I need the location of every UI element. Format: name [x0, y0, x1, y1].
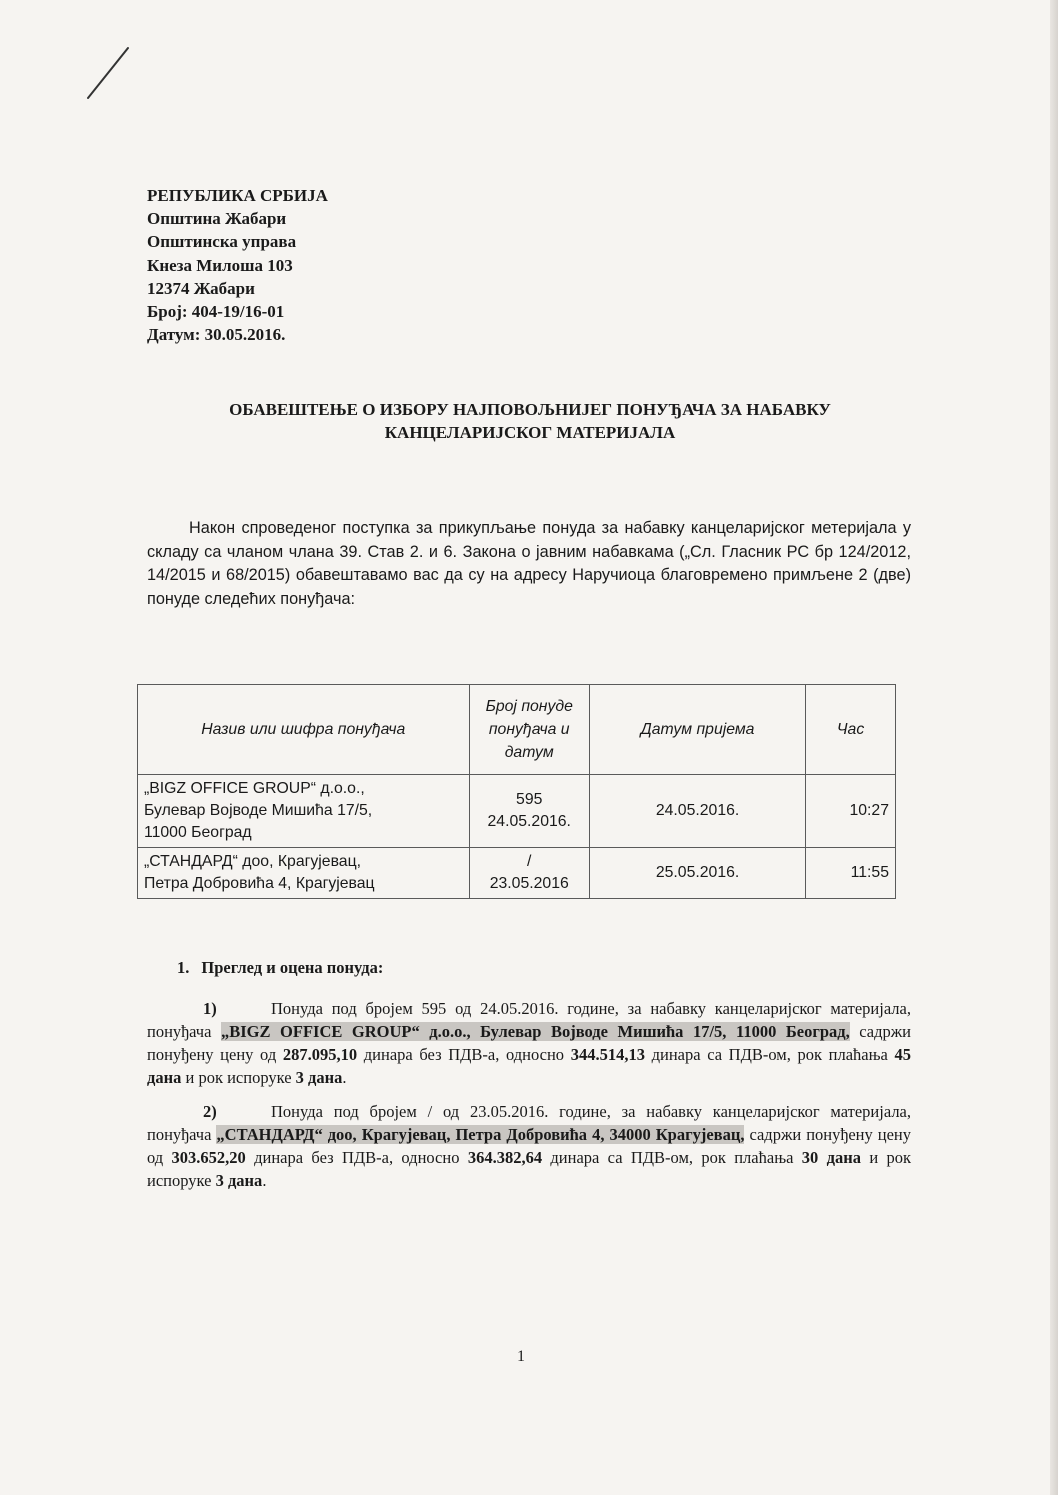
table-row — [138, 775, 896, 848]
header-municipality: Општина Жабари — [147, 209, 287, 229]
pen-stroke-mark — [80, 44, 140, 104]
offer-1-payment: 45 дана — [147, 1045, 912, 1087]
intro-paragraph: Након спроведеног поступка за прикупљање понуда за набавку канцеларијског метеријала у складу са чланом члана 39. Став 2. и 6. Закона о јавним набавкама („Сл. Гласник РС бр 124/2012, 14/2015 и 68/2015) обавештавамо вас да су на адресу Наручиоца благовремено примљене 2 (две) понуде следећих понуђача: — [147, 519, 911, 608]
bidder-address: Петра Добровића 4, Крагујевац — [144, 875, 375, 892]
table-header-row — [138, 685, 896, 775]
offer-1-text: . — [342, 1068, 347, 1087]
received-time: 11:55 — [806, 848, 896, 899]
received-time: 10:27 — [806, 775, 896, 848]
col-header-received: Датум пријема — [589, 685, 805, 775]
bidder-city: 11000 Београд — [144, 824, 252, 841]
offer-1-price-vat: 344.514,13 — [570, 1045, 645, 1064]
offer-date: 24.05.2016. — [487, 813, 571, 830]
offer-2-text: динара без ПДВ-а, односно — [245, 1148, 468, 1167]
col-header-bidder: Назив или шифра понуђача — [138, 685, 470, 775]
bidder-name: „BIGZ OFFICE GROUP“ д.о.о., — [144, 780, 365, 797]
offer-2-text: динара са ПДВ-ом, рок плаћања — [542, 1148, 802, 1167]
title-line-1: ОБАВЕШТЕЊЕ О ИЗБОРУ НАЈПОВОЉНИЈЕГ ПОНУЂАЧА ЗА НАБАВКУ — [229, 400, 831, 419]
offer-2-price: 303.652,20 — [171, 1148, 246, 1167]
header-date: Датум: 30.05.2016. — [147, 325, 286, 345]
col-header-offer: Број понуде понуђача и датум — [469, 685, 589, 775]
offer-number: 595 — [516, 791, 543, 808]
offer-1-text: Понуда под бројем 595 од 24.05.2016. године, за набавку канцеларијског материјала, понуђача — [147, 999, 911, 1041]
header-street: Кнеза Милоша 103 — [147, 255, 293, 275]
offer-1-text: и рок испоруке — [181, 1068, 296, 1087]
offer-2-bidder: „СТАНДАРД“ доо, Крагујевац, Петра Добровића 4, 34000 Крагујевац, — [216, 1125, 745, 1144]
offer-cell — [469, 848, 589, 899]
offer-2-delivery: 3 дана — [215, 1171, 263, 1190]
offer-1-paragraph — [147, 997, 911, 1089]
offer-1-text: садржи понуђену цену од — [147, 1022, 911, 1064]
offer-1-number: 1) — [203, 999, 217, 1018]
offer-2-number: 2) — [203, 1102, 217, 1121]
offer-cell — [469, 775, 589, 848]
header-administration: Општинска управа — [147, 232, 297, 252]
offer-2-text: и рок испоруке — [147, 1148, 912, 1190]
offer-2-text: Понуда под бројем / од 23.05.2016. године, за набавку канцеларијског материјала, понуђача — [147, 1102, 911, 1144]
bidder-name: „СТАНДАРД“ доо, Крагујевац, — [144, 853, 362, 870]
bidder-cell — [138, 775, 470, 848]
title-line-2: КАНЦЕЛАРИЈСКОГ МАТЕРИЈАЛА — [384, 423, 676, 442]
header-number: Број: 404-19/16-01 — [147, 302, 285, 322]
header-country: РЕПУБЛИКА СРБИЈА — [147, 186, 328, 205]
section-title: Преглед и оцена понуда: — [201, 958, 384, 977]
received-date: 24.05.2016. — [589, 775, 805, 848]
page-edge — [1050, 0, 1058, 1495]
offer-2-price-vat: 364.382,64 — [467, 1148, 543, 1167]
document-title — [120, 398, 940, 444]
col-header-time: Час — [806, 685, 896, 775]
received-date: 25.05.2016. — [589, 848, 805, 899]
section-number: 1. — [177, 958, 190, 977]
table-row — [138, 848, 896, 899]
offer-date: 23.05.2016 — [489, 875, 569, 892]
offer-1-price: 287.095,10 — [282, 1045, 358, 1064]
offer-1-bidder: „BIGZ OFFICE GROUP“ д.о.о., Булевар Војводе Мишића 17/5, 11000 Београд, — [220, 1022, 850, 1041]
offer-1-text: динара без ПДВ-а, односно — [357, 1045, 571, 1064]
offer-1-delivery: 3 дана — [295, 1068, 343, 1087]
header-city: 12374 Жабари — [147, 278, 255, 298]
bidder-cell — [138, 848, 470, 899]
offer-2-text: . — [262, 1171, 267, 1190]
offer-number: / — [527, 853, 532, 870]
page-number: 1 — [517, 1348, 525, 1365]
bidder-address: Булевар Војводе Мишића 17/5, — [144, 802, 373, 819]
section-heading — [177, 958, 395, 978]
offers-table — [137, 684, 896, 899]
sender-header — [147, 184, 328, 346]
offer-2-paragraph — [147, 1100, 911, 1192]
offer-2-payment: 30 дана — [801, 1148, 861, 1167]
offer-2-text: садржи понуђену цену од — [147, 1125, 911, 1167]
offer-1-text: динара са ПДВ-ом, рок плаћања — [644, 1045, 895, 1064]
